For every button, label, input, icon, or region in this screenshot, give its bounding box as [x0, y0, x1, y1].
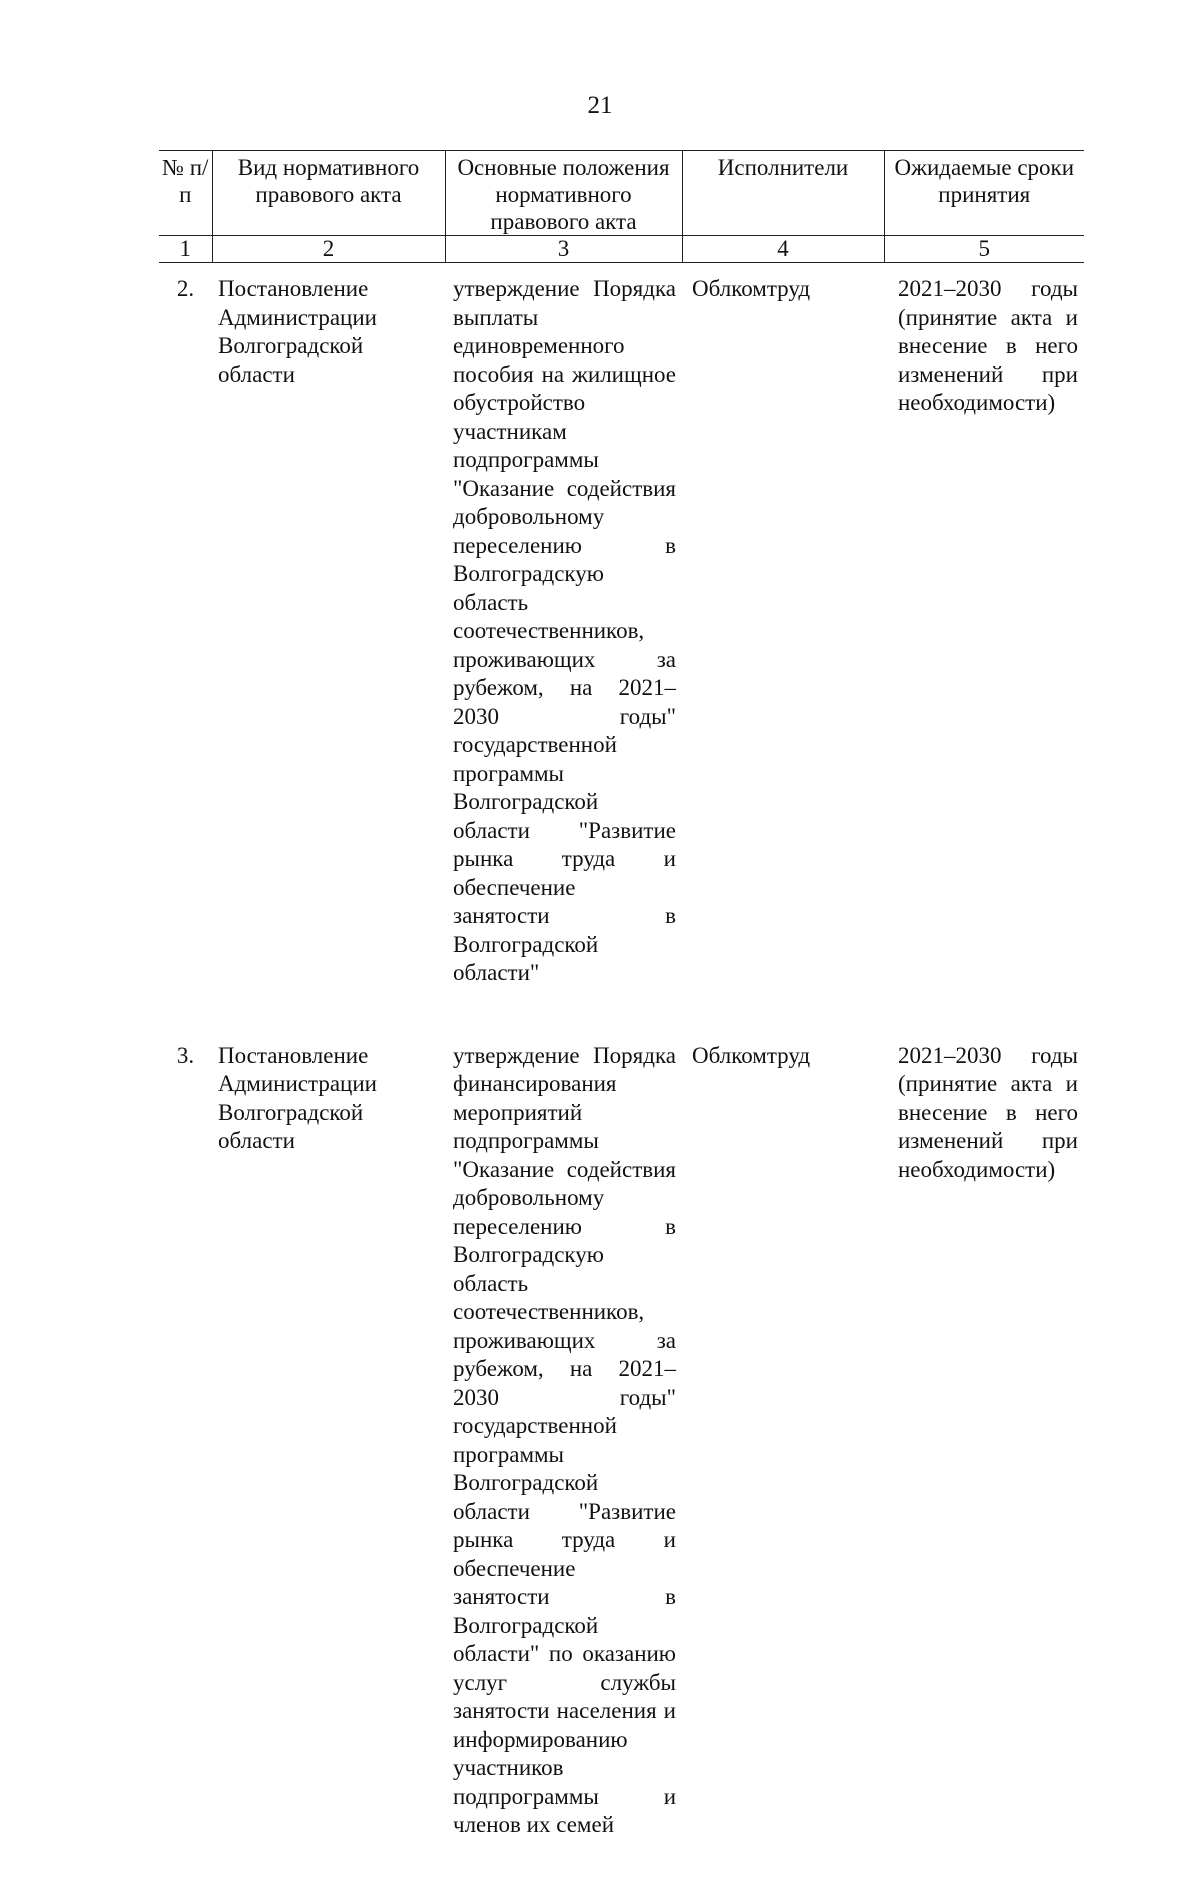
column-number-4: 4 — [682, 236, 884, 263]
table-row — [159, 263, 1084, 1028]
page-number: 21 — [587, 92, 613, 119]
column-number-5: 5 — [884, 236, 1084, 263]
act-type-cell: Постановление Администрации Волгоградской области — [218, 276, 377, 387]
row-number: 3. — [176, 1042, 195, 1068]
header-provisions: Основные положения нормативного правового акта — [445, 151, 682, 236]
terms-cell: 2021–2030 годы (принятие акта и внесение в него изменений при необходимости) — [898, 1042, 1078, 1182]
column-number-2: 2 — [212, 236, 445, 263]
act-type-cell: Постановление Администрации Волгоградской области — [218, 1042, 377, 1153]
header-terms: Ожидаемые сроки принятия — [884, 151, 1084, 236]
provisions-cell: утверждение Порядка выплаты единовременного пособия на жилищное обустройство участникам подпрограммы "Оказание содействия добровольному переселению в Волгоградскую область соотечественников, проживающих за рубежом, на 2021–2030 годы" государственной программы Волгоградской области "Развитие рынка труда и обеспечение занятости в Волгоградской области" — [453, 276, 676, 985]
header-act-type: Вид нормативного правового акта — [212, 151, 445, 236]
header-executors: Исполнители — [682, 151, 884, 236]
table-row — [159, 1028, 1084, 1880]
column-number-1: 1 — [159, 236, 212, 263]
terms-cell: 2021–2030 годы (принятие акта и внесение в него изменений при необходимости) — [898, 276, 1078, 415]
executor-cell: Облкомтруд — [692, 276, 811, 301]
table-header — [159, 151, 1084, 263]
legal-acts-table — [159, 150, 1084, 1880]
header-number: № п/п — [159, 151, 212, 236]
provisions-cell: утверждение Порядка финансирования мероприятий подпрограммы "Оказание содействия добровольному переселению в Волгоградскую область соотечественников, проживающих за рубежом, на 2021–2030 годы" государственной программы Волгоградской области "Развитие рынка труда и обеспечение занятости в Волгоградской области" по оказанию услуг службы занятости населения и информированию участников подпрограммы и членов их семей — [453, 1042, 676, 1837]
row-number: 2. — [176, 276, 195, 301]
executor-cell: Облкомтруд — [692, 1042, 811, 1068]
column-number-3: 3 — [445, 236, 682, 263]
